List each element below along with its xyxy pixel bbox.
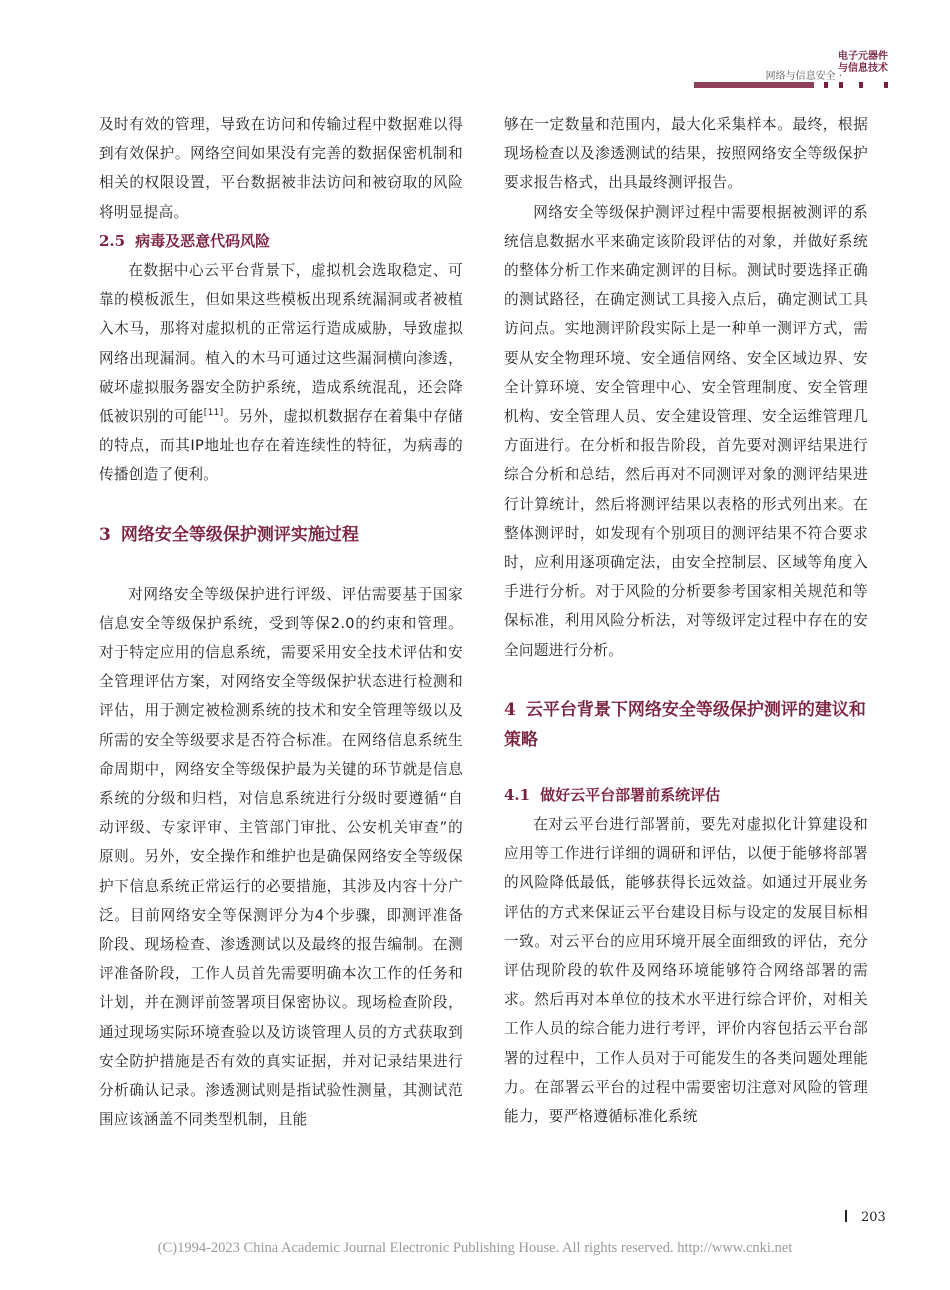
heading-4-1	[504, 781, 868, 810]
heading-number: 3	[99, 524, 111, 545]
heading-4	[504, 695, 868, 755]
paragraph-data-protection: 及时有效的管理，导致在访问和传输过程中数据难以得到有效保护。网络空间如果没有完善的数据保密机制和相关的权限设置，平台数据被非法访问和被窃取的风险将明显提高。	[99, 116, 463, 221]
right-column	[504, 110, 868, 1131]
heading-3	[99, 520, 463, 550]
copyright-notice: (C)1994-2023 China Academic Journal Electronic Publishing House. All rights reserved. http://www.cnki.net	[157, 1240, 793, 1256]
heading-title: 病毒及恶意代码风险	[135, 231, 271, 250]
journal-brand-line2: 与信息技术	[838, 63, 888, 74]
page-number-text: 203	[861, 1210, 886, 1225]
header-decoration-dots	[694, 82, 904, 88]
journal-brand-line1: 电子元器件	[838, 51, 888, 62]
journal-brand	[838, 51, 888, 75]
left-column	[99, 110, 463, 1135]
heading-title: 云平台背景下网络安全等级保护测评的建议和策略	[504, 699, 866, 750]
paragraph-text: 在数据中心云平台背景下，虚拟机会选取稳定、可靠的模板派生，但如果这些模板出现系统漏洞或者被植入木马，那将对虚拟机的正常运行造成威胁，导致虚拟网络出现漏洞。植入的木马可通过这些漏洞横向渗透，破坏虚拟服务器安全防护系统，造成系统混乱，还会降低被识别的可能	[99, 262, 463, 426]
page-number-bar	[845, 1210, 847, 1222]
paragraph-final-report: 够在一定数量和范围内，最大化采集样本。最终，根据现场检查以及渗透测试的结果，按照网络安全等级保护要求报告格式，出具最终测评报告。	[504, 116, 868, 192]
heading-number: 2.5	[99, 231, 126, 250]
paragraph-deployment-assessment: 在对云平台进行部署前，要先对虚拟化计算建设和应用等工作进行详细的调研和评估，以便于能够将部署的风险降低最低，能够获得长远效益。如通过开展业务评估的方式来保证云平台建设目标与设定的发展目标相一致。对云平台的应用环境开展全面细致的评估，充分评估现阶段的软件及网络环境能够符合网络部署的需求。然后再对本单位的技术水平进行综合评价，对相关工作人员的综合能力进行考评，评价内容包括云平台部署的过程中，工作人员对于可能发生的各类问题处理能力。在部署云平台的过程中需要密切注意对风险的管理能力，要严格遵循标准化系统	[504, 816, 868, 1126]
heading-title: 做好云平台部署前系统评估	[540, 785, 721, 804]
running-header	[680, 46, 900, 96]
heading-number: 4.1	[504, 785, 531, 804]
heading-2-5	[99, 227, 463, 256]
heading-number: 4	[504, 699, 516, 720]
paragraph-virus-risk	[99, 256, 463, 490]
citation-ref: [11]	[203, 408, 224, 419]
page-number	[845, 1210, 886, 1225]
paragraph-evaluation-process: 对网络安全等级保护进行评级、评估需要基于国家信息安全等级保护系统，受到等保2.0的约束和管理。对于特定应用的信息系统，需要采用安全技术评估和安全管理评估方案，对网络安全等级保护状态进行检测和评估，用于测定被检测系统的技术和安全管理等级以及所需的安全等级要求是否符合标准。在网络信息系统生命周期中，网络安全等级保护最为关键的环节就是信息系统的分级和归档，对信息系统进行分级时要遵循“自动评级、专家评审、主管部门审批、公安机关审查”的原则。另外，安全操作和维护也是确保网络安全等级保护下信息系统正常运行的必要措施，其涉及内容十分广泛。目前网络安全等保测评分为4个步骤，即测评准备阶段、现场检查、渗透测试以及最终的报告编制。在测评准备阶段，工作人员首先需要明确本次工作的任务和计划，并在测评前签署项目保密协议。现场检查阶段，通过现场实际环境查验以及访谈管理人员的方式获取到安全防护措施是否有效的真实证据，并对记录结果进行分析确认记录。渗透测试则是指试验性测量，其测试范围应该涵盖不同类型机制，且能	[99, 585, 463, 1129]
paragraph-text: 。另外，虚拟机数据存在着集中存储的特点，而其IP地址也存在着连续性的特征，为病毒的传播创造了便利。	[99, 408, 463, 484]
paragraph-evaluation-analysis: 网络安全等级保护测评过程中需要根据被测评的系统信息数据水平来确定该阶段评估的对象，并做好系统的整体分析工作来确定测评的目标。测试时要选择正确的测试路径，在确定测试工具接入点后，确定测试工具访问点。实地测评阶段实际上是一种单一测评方式，需要从安全物理环境、安全通信网络、安全区域边界、安全计算环境、安全管理中心、安全管理制度、安全管理机构、安全管理人员、安全建设管理、安全运维管理几方面进行。在分析和报告阶段，首先要对测评结果进行综合分析和总结，然后再对不同测评对象的测评结果进行计算统计，然后将测评结果以表格的形式列出来。在整体测评时，如发现有个别项目的测评结果不符合要求时，应利用逐项确定法，由安全控制层、区域等角度入手进行分析。对于风险的分析要参考国家相关规范和等保标准，利用风险分析法，对等级评定过程中存在的安全问题进行分析。	[504, 203, 868, 659]
section-label: 网络与信息安全 ·	[765, 71, 842, 82]
heading-title: 网络安全等级保护测评实施过程	[120, 524, 359, 545]
